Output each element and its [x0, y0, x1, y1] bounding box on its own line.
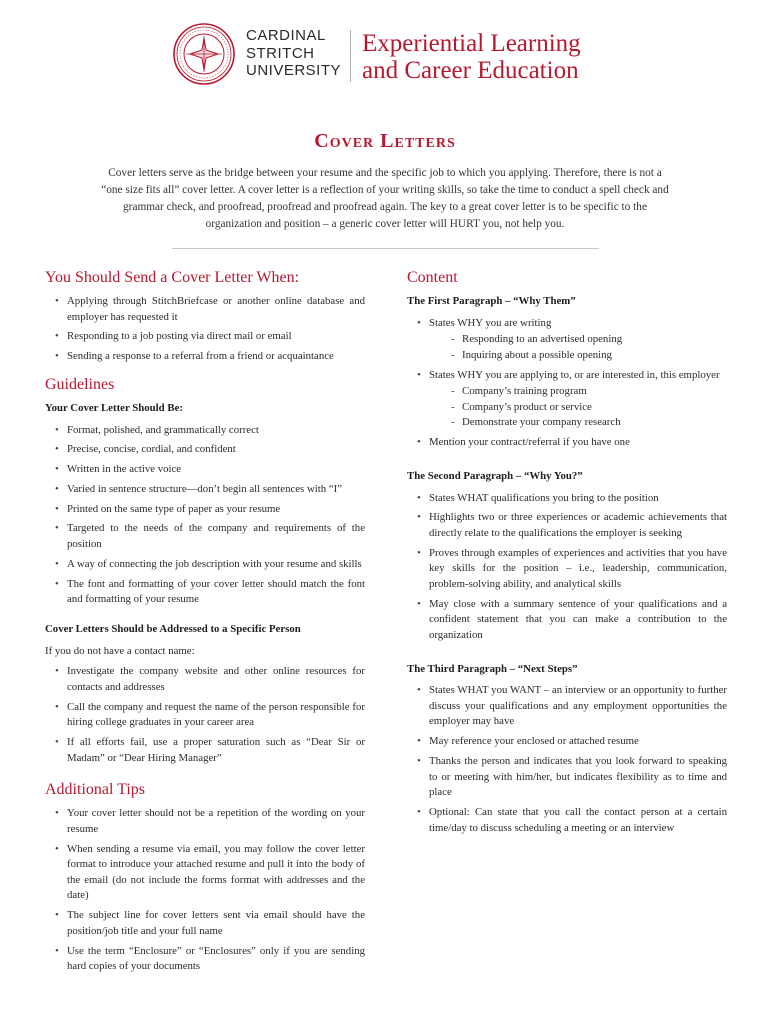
- university-seal-icon: [172, 22, 236, 86]
- list-item: • Proves through examples of experiences and activities that you have key skills for the position – i.e., leadership, communication, problem-solving ability, and analytical skills: [407, 546, 727, 593]
- list-item: • States WHAT qualifications you bring to the position: [407, 491, 727, 507]
- first-paragraph-list: [407, 316, 727, 451]
- addressed-intro: If you do not have a contact name:: [45, 644, 195, 657]
- page-title: Cover Letters: [314, 130, 456, 152]
- sub-list: [429, 332, 727, 363]
- sub-list-item: - Company’s training program: [429, 384, 727, 400]
- addressed-list: [45, 664, 365, 766]
- header-divider: [350, 30, 351, 82]
- send-list: [45, 294, 365, 365]
- list-item: • Printed on the same type of paper as your resume: [45, 502, 365, 518]
- list-item: • If all efforts fail, use a proper saturation such as “Dear Sir or Madam” or “Dear Hiring Manager”: [45, 735, 365, 766]
- intro-paragraph: Cover letters serve as the bridge between your resume and the specific job to which you applying. Therefore, there is not a “one size fits all” cover letter. A cover letter is a reflection of your writing skills, so take the time to conduct a spell check and grammar check, and proofread, proofread and proofread again. The key to a great cover letter is to be specific to the organization and position – a generic cover letter will HURT you, not help you.: [101, 167, 669, 230]
- list-item: • The font and formatting of your cover letter should match the font and formatting of your resume: [45, 577, 365, 608]
- list-item: • When sending a resume via email, you may follow the cover letter format to introduce your attached resume and pull it into the body of the email (do not include the forms format with addresses and the date): [45, 842, 365, 904]
- sub-list-item: - Company’s product or service: [429, 400, 727, 416]
- list-item: • States WHY you are applying to, or are interested in, this employer - Company’s training program - Company’s product or service - Demonstrate your company research: [407, 368, 727, 431]
- list-item: • Optional: Can state that you call the contact person at a certain time/day to discuss scheduling a meeting or an interview: [407, 805, 727, 836]
- second-paragraph-list: [407, 491, 727, 644]
- list-item: • States WHY you are writing - Responding to an advertised opening - Inquiring about a possible opening: [407, 316, 727, 364]
- sub-list-item: - Demonstrate your company research: [429, 415, 727, 431]
- department-name: Experiential Learning and Career Education: [362, 30, 581, 84]
- first-paragraph-heading: The First Paragraph – “Why Them”: [407, 295, 576, 307]
- left-column: [45, 268, 365, 979]
- sub-list-item: - Responding to an advertised opening: [429, 332, 727, 348]
- list-item: • Format, polished, and grammatically correct: [45, 423, 365, 439]
- addressed-heading: Cover Letters Should be Addressed to a Specific Person: [45, 622, 301, 635]
- list-item: • Use the term “Enclosure” or “Enclosures” only if you are sending hard copies of your documents: [45, 944, 365, 975]
- list-item: • Investigate the company website and other online resources for contacts and addresses: [45, 664, 365, 695]
- right-column: [407, 268, 727, 840]
- content-heading: Content: [407, 269, 458, 286]
- sub-list-item: - Inquiring about a possible opening: [429, 348, 727, 364]
- guidelines-subheading: Your Cover Letter Should Be:: [45, 401, 183, 414]
- list-item: • Sending a response to a referral from a friend or acquaintance: [45, 349, 365, 365]
- page-header: [0, 0, 770, 110]
- list-item: • Responding to a job posting via direct mail or email: [45, 329, 365, 345]
- section-divider: [172, 248, 599, 249]
- list-item: • Precise, concise, cordial, and confident: [45, 442, 365, 458]
- list-item: • Varied in sentence structure—don’t begin all sentences with “I”: [45, 482, 365, 498]
- sub-list: [429, 384, 727, 431]
- list-item: • States WHAT you WANT – an interview or an opportunity to further discuss your qualifications and any employment opportunities the employer may have: [407, 683, 727, 730]
- list-item: • The subject line for cover letters sent via email should have the position/job title and your full name: [45, 908, 365, 939]
- send-heading: You Should Send a Cover Letter When:: [45, 269, 300, 286]
- guidelines-list: [45, 423, 365, 608]
- list-item: • Your cover letter should not be a repetition of the wording on your resume: [45, 806, 365, 837]
- list-item: • Call the company and request the name of the person responsible for hiring college graduates in your career area: [45, 700, 365, 731]
- list-item: • Targeted to the needs of the company and requirements of the position: [45, 521, 365, 552]
- tips-list: [45, 806, 365, 975]
- third-paragraph-heading: The Third Paragraph – “Next Steps”: [407, 662, 578, 675]
- list-item: • Thanks the person and indicates that you look forward to speaking to or meeting with him/her, but indicates flexibility as to time and place: [407, 754, 727, 801]
- list-item: • May reference your enclosed or attached resume: [407, 734, 727, 750]
- list-item: • Applying through StitchBriefcase or another online database and employer has requested it: [45, 294, 365, 325]
- list-item: • Highlights two or three experiences or academic achievements that directly relate to the qualifications the employer is seeking: [407, 510, 727, 541]
- list-item: • A way of connecting the job description with your resume and skills: [45, 557, 365, 573]
- tips-heading: Additional Tips: [45, 781, 146, 799]
- second-paragraph-heading: The Second Paragraph – “Why You?”: [407, 469, 583, 482]
- list-item: • Written in the active voice: [45, 462, 365, 478]
- list-item: • May close with a summary sentence of your qualifications and a confident statement that you can make a contribution to the organization: [407, 597, 727, 644]
- university-wordmark: CARDINAL STRITCH UNIVERSITY: [246, 27, 342, 79]
- guidelines-heading: Guidelines: [45, 375, 115, 393]
- list-item: • Mention your contract/referral if you have one: [407, 435, 727, 451]
- third-paragraph-list: [407, 683, 727, 836]
